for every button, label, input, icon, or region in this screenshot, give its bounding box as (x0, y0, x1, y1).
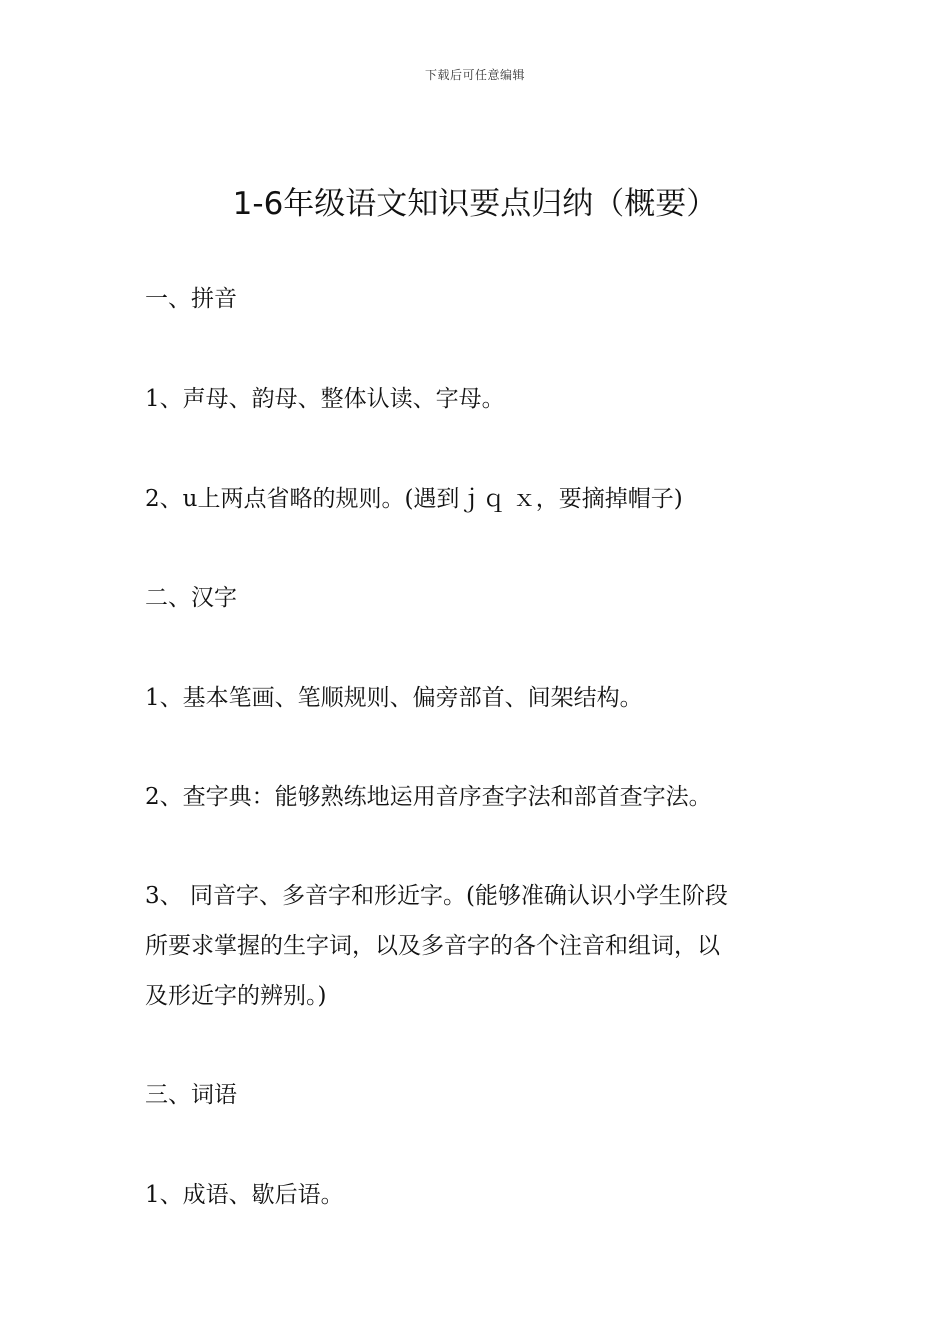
paragraph-line: 所要求掌握的生字词，以及多音字的各个注音和组词，以 (145, 933, 720, 959)
header-note: 下载后可任意编辑 (424, 68, 525, 82)
list-item: 1、声母、韵母、整体认读、字母。 (145, 386, 505, 412)
paragraph-line: 及形近字的辨别。) (145, 983, 327, 1009)
list-item: 2、查字典：能够熟练地运用音序查字法和部首查字法。 (145, 784, 712, 810)
list-item-paragraph (145, 871, 815, 1021)
paragraph-line: 3、 同音字、多音字和形近字。(能够准确认识小学生阶段 (145, 883, 728, 909)
section-heading-hanzi: 二、汉字 (145, 585, 237, 611)
document-title: 1-6年级语文知识要点归纳（概要） (232, 186, 718, 222)
list-item: 1、基本笔画、笔顺规则、偏旁部首、间架结构。 (145, 685, 643, 711)
list-item: 2、u上两点省略的规则。(遇到ｊｑ ｘ，要摘掉帽子) (145, 486, 683, 512)
list-item: 1、成语、歇后语。 (145, 1182, 344, 1208)
section-heading-pinyin: 一、拼音 (145, 286, 237, 312)
section-heading-ciyu: 三、词语 (145, 1082, 237, 1108)
